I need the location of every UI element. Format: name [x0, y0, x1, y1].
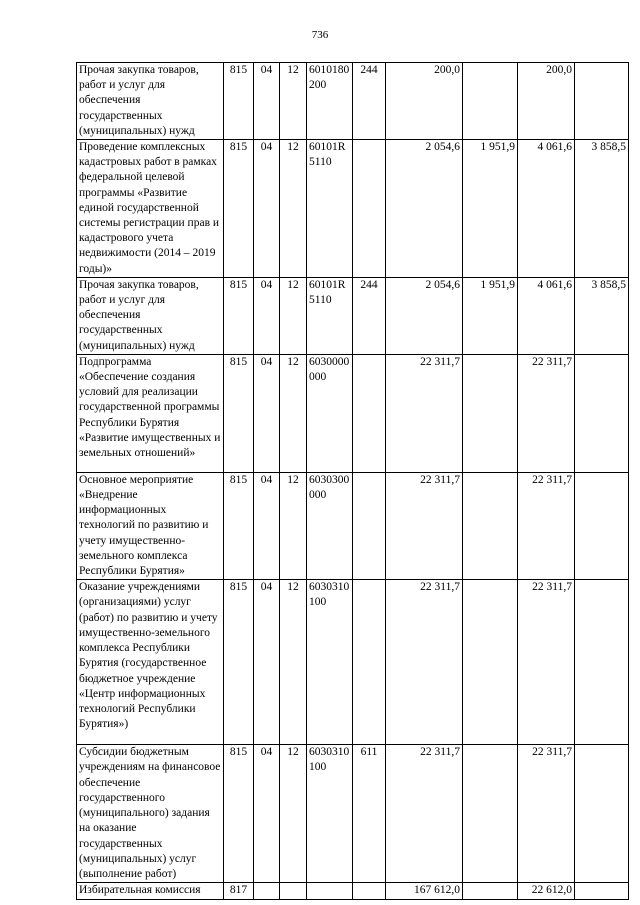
amount-3: 22 311,7	[518, 745, 575, 883]
expense-name: Избирательная комиссия	[77, 883, 224, 900]
ministry-code: 817	[224, 883, 254, 900]
expense-type-code: 244	[353, 277, 386, 354]
expense-name: Оказание учреждениями (организациями) услуг (работ) по развитию и учету имущественно-земельного комплекса Республики Бурятия (государственное бюджетное учреждение «Центр информационных технологий Республики Бурятия»)	[77, 580, 224, 745]
amount-4	[575, 63, 629, 140]
subsection-code	[280, 883, 307, 900]
section-code: 04	[254, 745, 280, 883]
expense-type-code: 244	[353, 63, 386, 140]
amount-1: 167 612,0	[386, 883, 463, 900]
amount-4: 3 858,5	[575, 277, 629, 354]
section-code: 04	[254, 354, 280, 472]
subsection-code: 12	[280, 745, 307, 883]
expense-type-code: 611	[353, 745, 386, 883]
target-article-code: 60101R5110	[307, 277, 353, 354]
section-code	[254, 883, 280, 900]
amount-3: 22 311,7	[518, 354, 575, 472]
ministry-code: 815	[224, 745, 254, 883]
ministry-code: 815	[224, 277, 254, 354]
expense-type-code	[353, 883, 386, 900]
expense-name: Прочая закупка товаров, работ и услуг для обеспечения государственных (муниципальных) нужд	[77, 277, 224, 354]
expense-type-code	[353, 140, 386, 278]
section-code: 04	[254, 277, 280, 354]
section-code: 04	[254, 63, 280, 140]
amount-3: 22 311,7	[518, 472, 575, 579]
amount-1: 200,0	[386, 63, 463, 140]
target-article-code: 6030310100	[307, 580, 353, 745]
target-article-code: 6030300000	[307, 472, 353, 579]
table-row	[77, 472, 629, 579]
expense-name: Субсидии бюджетным учреждениям на финансовое обеспечение государственного (муниципального) задания на оказание государственных (муниципальных) услуг (выполнение работ)	[77, 745, 224, 883]
subsection-code: 12	[280, 354, 307, 472]
amount-2	[463, 472, 518, 579]
subsection-code: 12	[280, 63, 307, 140]
amount-3: 22 612,0	[518, 883, 575, 900]
amount-3: 200,0	[518, 63, 575, 140]
amount-1: 22 311,7	[386, 354, 463, 472]
section-code: 04	[254, 140, 280, 278]
amount-2	[463, 580, 518, 745]
amount-3: 22 311,7	[518, 580, 575, 745]
target-article-code: 6030000000	[307, 354, 353, 472]
section-code: 04	[254, 472, 280, 579]
amount-3: 4 061,6	[518, 277, 575, 354]
amount-2	[463, 354, 518, 472]
amount-1: 2 054,6	[386, 277, 463, 354]
amount-4	[575, 354, 629, 472]
expense-type-code	[353, 580, 386, 745]
amount-1: 22 311,7	[386, 745, 463, 883]
amount-1: 22 311,7	[386, 580, 463, 745]
ministry-code: 815	[224, 63, 254, 140]
subsection-code: 12	[280, 140, 307, 278]
table-row	[77, 63, 629, 140]
amount-4: 3 858,5	[575, 140, 629, 278]
amount-2: 1 951,9	[463, 140, 518, 278]
target-article-code: 6010180200	[307, 63, 353, 140]
budget-table	[76, 62, 629, 900]
amount-4	[575, 580, 629, 745]
table-row	[77, 354, 629, 472]
subsection-code: 12	[280, 277, 307, 354]
expense-name: Подпрограмма «Обеспечение создания условий для реализации государственной программы Республики Бурятия «Развитие имущественных и земельных отношений»	[77, 354, 224, 472]
amount-2: 1 951,9	[463, 277, 518, 354]
expense-name: Проведение комплексных кадастровых работ в рамках федеральной целевой программы «Развитие единой государственной системы регистрации прав и кадастрового учета недвижимости (2014 – 2019 годы)»	[77, 140, 224, 278]
ministry-code: 815	[224, 140, 254, 278]
subsection-code: 12	[280, 580, 307, 745]
expense-name: Прочая закупка товаров, работ и услуг для обеспечения государственных (муниципальных) нужд	[77, 63, 224, 140]
ministry-code: 815	[224, 580, 254, 745]
table-row	[77, 883, 629, 900]
ministry-code: 815	[224, 354, 254, 472]
amount-3: 4 061,6	[518, 140, 575, 278]
amount-2	[463, 883, 518, 900]
amount-2	[463, 63, 518, 140]
amount-4	[575, 745, 629, 883]
table-row	[77, 580, 629, 745]
expense-type-code	[353, 354, 386, 472]
amount-1: 22 311,7	[386, 472, 463, 579]
table-row	[77, 140, 629, 278]
expense-name: Основное мероприятие «Внедрение информационных технологий по развитию и учету имущественно-земельного комплекса Республики Бурятия»	[77, 472, 224, 579]
target-article-code: 6030310100	[307, 745, 353, 883]
expense-type-code	[353, 472, 386, 579]
section-code: 04	[254, 580, 280, 745]
amount-1: 2 054,6	[386, 140, 463, 278]
amount-2	[463, 745, 518, 883]
target-article-code	[307, 883, 353, 900]
amount-4	[575, 472, 629, 579]
table-row	[77, 277, 629, 354]
target-article-code: 60101R5110	[307, 140, 353, 278]
ministry-code: 815	[224, 472, 254, 579]
table-row	[77, 745, 629, 883]
page-number: 736	[311, 29, 329, 41]
subsection-code: 12	[280, 472, 307, 579]
amount-4	[575, 883, 629, 900]
